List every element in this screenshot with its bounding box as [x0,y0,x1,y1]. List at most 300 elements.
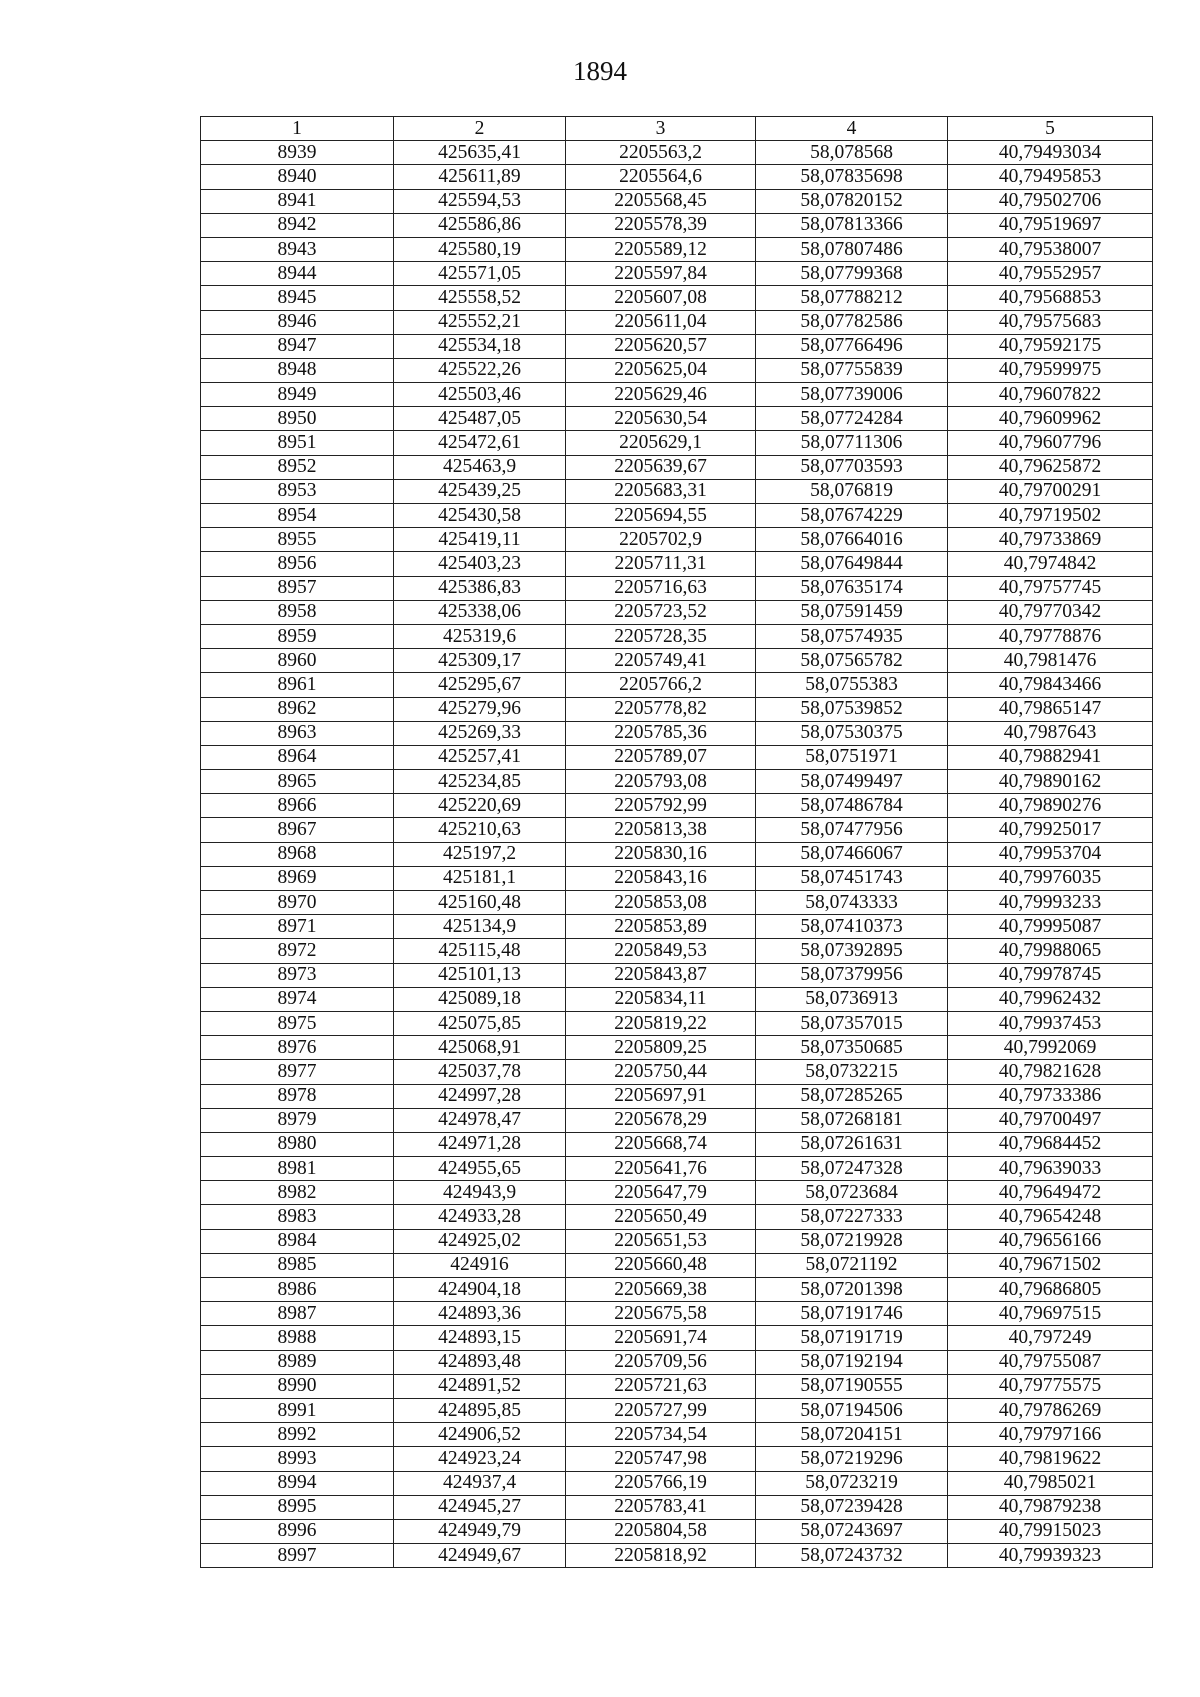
table-cell-col-2: 425037,78 [394,1060,566,1084]
table-row [201,1447,1153,1471]
table-cell-col-3: 2205750,44 [566,1060,756,1084]
table-cell-col-2: 425419,11 [394,528,566,552]
table-cell-col-2: 425571,05 [394,262,566,286]
table-cell-col-5: 40,79757745 [948,576,1153,600]
table-cell-col-3: 2205651,53 [566,1229,756,1253]
table-row [201,842,1153,866]
table-cell-col-1: 8973 [201,963,394,987]
header-cell-3: 3 [566,117,756,141]
table-cell-col-1: 8994 [201,1471,394,1495]
table-cell-col-4: 58,07466067 [756,842,948,866]
table-cell-col-2: 425134,9 [394,915,566,939]
table-cell-col-2: 424891,52 [394,1374,566,1398]
table-cell-col-2: 424904,18 [394,1278,566,1302]
table-cell-col-5: 40,79890162 [948,770,1153,794]
table-row [201,818,1153,842]
table-cell-col-5: 40,79939323 [948,1544,1153,1568]
table-cell-col-4: 58,07486784 [756,794,948,818]
table-cell-col-5: 40,79697515 [948,1302,1153,1326]
table-cell-col-3: 2205830,16 [566,842,756,866]
table-cell-col-3: 2205660,48 [566,1253,756,1277]
table-row [201,1544,1153,1568]
table-cell-col-1: 8959 [201,624,394,648]
table-cell-col-2: 424906,52 [394,1423,566,1447]
table-cell-col-4: 58,07766496 [756,334,948,358]
table-cell-col-3: 2205819,22 [566,1011,756,1035]
table-cell-col-5: 40,79719502 [948,504,1153,528]
table-cell-col-3: 2205734,54 [566,1423,756,1447]
table-cell-col-2: 424943,9 [394,1181,566,1205]
table-row [201,189,1153,213]
table-cell-col-4: 58,07477956 [756,818,948,842]
table-cell-col-1: 8989 [201,1350,394,1374]
table-cell-col-5: 40,79649472 [948,1181,1153,1205]
table-cell-col-3: 2205711,31 [566,552,756,576]
table-cell-col-3: 2205620,57 [566,334,756,358]
table-row [201,141,1153,165]
table-cell-col-2: 425552,21 [394,310,566,334]
table-cell-col-4: 58,07820152 [756,189,948,213]
table-cell-col-3: 2205702,9 [566,528,756,552]
table-cell-col-1: 8968 [201,842,394,866]
table-row [201,262,1153,286]
table-row [201,576,1153,600]
table-row [201,407,1153,431]
table-cell-col-2: 424895,85 [394,1398,566,1422]
table-cell-col-1: 8995 [201,1495,394,1519]
table-cell-col-3: 2205563,2 [566,141,756,165]
table-row [201,165,1153,189]
table-cell-col-3: 2205564,6 [566,165,756,189]
table-cell-col-5: 40,79993233 [948,891,1153,915]
table-cell-col-4: 58,07227333 [756,1205,948,1229]
table-row [201,770,1153,794]
table-cell-col-1: 8967 [201,818,394,842]
table-cell-col-5: 40,79988065 [948,939,1153,963]
table-cell-col-5: 40,79686805 [948,1278,1153,1302]
table-cell-col-1: 8953 [201,479,394,503]
table-cell-col-3: 2205669,38 [566,1278,756,1302]
table-cell-col-5: 40,7987643 [948,721,1153,745]
table-cell-col-1: 8948 [201,358,394,382]
table-cell-col-4: 58,0736913 [756,987,948,1011]
table-cell-col-1: 8966 [201,794,394,818]
table-cell-col-3: 2205723,52 [566,600,756,624]
table-row [201,479,1153,503]
table-cell-col-2: 424997,28 [394,1084,566,1108]
table-row [201,600,1153,624]
table-cell-col-2: 425197,2 [394,842,566,866]
table-cell-col-2: 425075,85 [394,1011,566,1035]
table-cell-col-5: 40,79495853 [948,165,1153,189]
table-cell-col-3: 2205641,76 [566,1157,756,1181]
table-cell-col-5: 40,79575683 [948,310,1153,334]
table-row [201,987,1153,1011]
table-cell-col-4: 58,0755383 [756,673,948,697]
table-cell-col-1: 8972 [201,939,394,963]
table-cell-col-4: 58,07357015 [756,1011,948,1035]
table-cell-col-5: 40,79599975 [948,358,1153,382]
table-cell-col-1: 8950 [201,407,394,431]
table-cell-col-1: 8978 [201,1084,394,1108]
table-cell-col-3: 2205678,29 [566,1108,756,1132]
table-cell-col-1: 8997 [201,1544,394,1568]
table-row [201,745,1153,769]
table-cell-col-3: 2205697,91 [566,1084,756,1108]
header-cell-1: 1 [201,117,394,141]
table-cell-col-4: 58,07350685 [756,1036,948,1060]
table-row [201,673,1153,697]
table-cell-col-3: 2205834,11 [566,987,756,1011]
table-row [201,358,1153,382]
table-cell-col-2: 425115,48 [394,939,566,963]
table-cell-col-5: 40,79538007 [948,237,1153,261]
table-cell-col-3: 2205849,53 [566,939,756,963]
table-cell-col-4: 58,07243697 [756,1519,948,1543]
table-row [201,1350,1153,1374]
table-cell-col-5: 40,797249 [948,1326,1153,1350]
table-cell-col-3: 2205727,99 [566,1398,756,1422]
table-cell-col-2: 424955,65 [394,1157,566,1181]
table-cell-col-5: 40,79607822 [948,383,1153,407]
table-cell-col-3: 2205728,35 [566,624,756,648]
table-cell-col-4: 58,07239428 [756,1495,948,1519]
table-row [201,1036,1153,1060]
table-row [201,1157,1153,1181]
table-cell-col-1: 8969 [201,866,394,890]
table-cell-col-2: 425586,86 [394,213,566,237]
table-cell-col-3: 2205625,04 [566,358,756,382]
table-cell-col-3: 2205818,92 [566,1544,756,1568]
table-cell-col-2: 425463,9 [394,455,566,479]
table-cell-col-4: 58,07755839 [756,358,948,382]
table-cell-col-4: 58,07807486 [756,237,948,261]
table-row [201,963,1153,987]
table-cell-col-2: 425558,52 [394,286,566,310]
table-cell-col-5: 40,79819622 [948,1447,1153,1471]
table-cell-col-2: 425338,06 [394,600,566,624]
table-cell-col-2: 425503,46 [394,383,566,407]
table-cell-col-2: 425439,25 [394,479,566,503]
table-cell-col-5: 40,79519697 [948,213,1153,237]
table-cell-col-2: 425210,63 [394,818,566,842]
table-cell-col-2: 425472,61 [394,431,566,455]
table-cell-col-2: 424937,4 [394,1471,566,1495]
table-cell-col-3: 2205578,39 [566,213,756,237]
table-row [201,1108,1153,1132]
table-cell-col-1: 8951 [201,431,394,455]
table-cell-col-4: 58,07565782 [756,649,948,673]
table-row [201,504,1153,528]
table-cell-col-5: 40,79700497 [948,1108,1153,1132]
table-cell-col-1: 8958 [201,600,394,624]
table-cell-col-2: 424949,79 [394,1519,566,1543]
page-number: 1894 [573,56,627,86]
table-cell-col-4: 58,0751971 [756,745,948,769]
table-cell-col-1: 8957 [201,576,394,600]
table-cell-col-3: 2205589,12 [566,237,756,261]
table-cell-col-4: 58,07499497 [756,770,948,794]
table-row [201,1229,1153,1253]
table-row [201,1205,1153,1229]
table-row [201,1132,1153,1156]
table-cell-col-5: 40,79937453 [948,1011,1153,1035]
table-cell-col-4: 58,07739006 [756,383,948,407]
table-cell-col-2: 425295,67 [394,673,566,697]
table-cell-col-5: 40,7981476 [948,649,1153,673]
table-cell-col-1: 8960 [201,649,394,673]
table-cell-col-3: 2205843,87 [566,963,756,987]
table-cell-col-1: 8987 [201,1302,394,1326]
table-cell-col-1: 8981 [201,1157,394,1181]
table-cell-col-3: 2205792,99 [566,794,756,818]
table-cell-col-1: 8983 [201,1205,394,1229]
table-cell-col-4: 58,07204151 [756,1423,948,1447]
table-cell-col-1: 8956 [201,552,394,576]
table-cell-col-1: 8962 [201,697,394,721]
table-cell-col-3: 2205783,41 [566,1495,756,1519]
table-cell-col-5: 40,79953704 [948,842,1153,866]
table-cell-col-2: 425319,6 [394,624,566,648]
table-cell-col-2: 424949,67 [394,1544,566,1568]
table-cell-col-4: 58,07410373 [756,915,948,939]
table-row [201,286,1153,310]
table-row [201,1495,1153,1519]
table-cell-col-3: 2205691,74 [566,1326,756,1350]
table-cell-col-2: 424978,47 [394,1108,566,1132]
table-row [201,649,1153,673]
table-cell-col-4: 58,07194506 [756,1398,948,1422]
table-cell-col-2: 425160,48 [394,891,566,915]
table-cell-col-4: 58,07451743 [756,866,948,890]
table-row [201,310,1153,334]
header-cell-2: 2 [394,117,566,141]
table-cell-col-3: 2205766,19 [566,1471,756,1495]
table-cell-col-4: 58,07813366 [756,213,948,237]
table-cell-col-4: 58,07635174 [756,576,948,600]
table-cell-col-5: 40,79778876 [948,624,1153,648]
table-cell-col-3: 2205683,31 [566,479,756,503]
table-cell-col-4: 58,07574935 [756,624,948,648]
table-cell-col-3: 2205793,08 [566,770,756,794]
table-cell-col-3: 2205721,63 [566,1374,756,1398]
table-cell-col-5: 40,79879238 [948,1495,1153,1519]
table-cell-col-1: 8965 [201,770,394,794]
table-cell-col-1: 8979 [201,1108,394,1132]
table-cell-col-5: 40,79882941 [948,745,1153,769]
table-cell-col-3: 2205647,79 [566,1181,756,1205]
table-cell-col-5: 40,79865147 [948,697,1153,721]
table-row [201,431,1153,455]
table-cell-col-5: 40,79607796 [948,431,1153,455]
table-cell-col-1: 8970 [201,891,394,915]
table-cell-col-1: 8975 [201,1011,394,1035]
table-row [201,237,1153,261]
table-row [201,1374,1153,1398]
table-cell-col-2: 424893,48 [394,1350,566,1374]
table-cell-col-5: 40,79770342 [948,600,1153,624]
table-cell-col-4: 58,0723684 [756,1181,948,1205]
table-cell-col-4: 58,07788212 [756,286,948,310]
table-cell-col-5: 40,79755087 [948,1350,1153,1374]
table-cell-col-5: 40,79493034 [948,141,1153,165]
table-row [201,1011,1153,1035]
table-row [201,1423,1153,1447]
table-cell-col-5: 40,79671502 [948,1253,1153,1277]
table-cell-col-5: 40,79700291 [948,479,1153,503]
table-cell-col-5: 40,79786269 [948,1398,1153,1422]
table-cell-col-4: 58,07539852 [756,697,948,721]
table-cell-col-3: 2205629,1 [566,431,756,455]
table-row [201,1519,1153,1543]
table-cell-col-1: 8944 [201,262,394,286]
table-row [201,891,1153,915]
table-cell-col-5: 40,79639033 [948,1157,1153,1181]
table-cell-col-5: 40,7974842 [948,552,1153,576]
table-cell-col-4: 58,07379956 [756,963,948,987]
table-cell-col-2: 425594,53 [394,189,566,213]
table-row [201,1326,1153,1350]
table-cell-col-4: 58,07219296 [756,1447,948,1471]
table-cell-col-2: 425068,91 [394,1036,566,1060]
table-cell-col-1: 8964 [201,745,394,769]
table-row [201,721,1153,745]
table-cell-col-5: 40,7992069 [948,1036,1153,1060]
table-cell-col-3: 2205675,58 [566,1302,756,1326]
table-cell-col-4: 58,07219928 [756,1229,948,1253]
table-cell-col-4: 58,078568 [756,141,948,165]
table-cell-col-1: 8992 [201,1423,394,1447]
table-cell-col-5: 40,79568853 [948,286,1153,310]
table-cell-col-5: 40,79625872 [948,455,1153,479]
table-cell-col-1: 8963 [201,721,394,745]
table-row [201,939,1153,963]
table-row [201,1253,1153,1277]
table-cell-col-2: 424971,28 [394,1132,566,1156]
table-cell-col-1: 8947 [201,334,394,358]
table-cell-col-2: 424893,36 [394,1302,566,1326]
table-row [201,1181,1153,1205]
table-cell-col-4: 58,07799368 [756,262,948,286]
table-cell-col-3: 2205853,08 [566,891,756,915]
table-cell-col-3: 2205611,04 [566,310,756,334]
table-cell-col-1: 8942 [201,213,394,237]
table-cell-col-1: 8980 [201,1132,394,1156]
table-cell-col-3: 2205813,38 [566,818,756,842]
table-cell-col-4: 58,076819 [756,479,948,503]
table-cell-col-2: 425534,18 [394,334,566,358]
table-cell-col-1: 8961 [201,673,394,697]
table-cell-col-2: 425580,19 [394,237,566,261]
table-cell-col-2: 425522,26 [394,358,566,382]
table-cell-col-2: 425430,58 [394,504,566,528]
table-cell-col-1: 8946 [201,310,394,334]
table-cell-col-1: 8941 [201,189,394,213]
table-cell-col-4: 58,07711306 [756,431,948,455]
table-cell-col-4: 58,07782586 [756,310,948,334]
table-cell-col-5: 40,79656166 [948,1229,1153,1253]
table-cell-col-3: 2205766,2 [566,673,756,697]
table-cell-col-2: 425234,85 [394,770,566,794]
table-cell-col-4: 58,0721192 [756,1253,948,1277]
table-cell-col-5: 40,79733869 [948,528,1153,552]
table-header [201,117,1153,141]
table-body [201,141,1153,1568]
table-cell-col-1: 8988 [201,1326,394,1350]
table-cell-col-4: 58,0743333 [756,891,948,915]
table-cell-col-4: 58,07243732 [756,1544,948,1568]
table-row [201,552,1153,576]
table-cell-col-2: 425635,41 [394,141,566,165]
table-cell-col-4: 58,07724284 [756,407,948,431]
table-cell-col-2: 425487,05 [394,407,566,431]
table-cell-col-2: 424923,24 [394,1447,566,1471]
table-cell-col-5: 40,79978745 [948,963,1153,987]
table-row [201,455,1153,479]
table-cell-col-5: 40,79609962 [948,407,1153,431]
table-cell-col-5: 40,79976035 [948,866,1153,890]
table-cell-col-1: 8982 [201,1181,394,1205]
header-row [201,117,1153,141]
table-cell-col-4: 58,07664016 [756,528,948,552]
table-row [201,213,1153,237]
table-cell-col-2: 425089,18 [394,987,566,1011]
table-cell-col-3: 2205747,98 [566,1447,756,1471]
table-cell-col-3: 2205639,67 [566,455,756,479]
table-cell-col-1: 8977 [201,1060,394,1084]
table-cell-col-1: 8986 [201,1278,394,1302]
table-cell-col-2: 424945,27 [394,1495,566,1519]
table-cell-col-4: 58,07591459 [756,600,948,624]
table-row [201,794,1153,818]
table-row [201,383,1153,407]
table-cell-col-2: 425309,17 [394,649,566,673]
table-row [201,334,1153,358]
table-cell-col-2: 425386,83 [394,576,566,600]
table-cell-col-5: 40,79995087 [948,915,1153,939]
table-cell-col-2: 425257,41 [394,745,566,769]
table-cell-col-1: 8985 [201,1253,394,1277]
table-cell-col-1: 8991 [201,1398,394,1422]
table-cell-col-4: 58,07261631 [756,1132,948,1156]
table-cell-col-4: 58,07190555 [756,1374,948,1398]
table-cell-col-4: 58,07674229 [756,504,948,528]
table-cell-col-1: 8939 [201,141,394,165]
table-cell-col-4: 58,07268181 [756,1108,948,1132]
table-cell-col-3: 2205785,36 [566,721,756,745]
table-cell-col-5: 40,79552957 [948,262,1153,286]
table-cell-col-1: 8976 [201,1036,394,1060]
table-cell-col-3: 2205716,63 [566,576,756,600]
table-cell-col-4: 58,07530375 [756,721,948,745]
table-cell-col-5: 40,79962432 [948,987,1153,1011]
table-cell-col-5: 40,79654248 [948,1205,1153,1229]
table-row [201,1084,1153,1108]
table-cell-col-3: 2205809,25 [566,1036,756,1060]
table-cell-col-2: 425611,89 [394,165,566,189]
table-cell-col-1: 8990 [201,1374,394,1398]
table-row [201,624,1153,648]
table-cell-col-4: 58,07649844 [756,552,948,576]
table-cell-col-3: 2205804,58 [566,1519,756,1543]
coordinates-table [200,116,1153,1568]
table-row [201,697,1153,721]
table-cell-col-1: 8955 [201,528,394,552]
table-cell-col-2: 425220,69 [394,794,566,818]
table-cell-col-1: 8971 [201,915,394,939]
table-cell-col-4: 58,07192194 [756,1350,948,1374]
table-cell-col-1: 8984 [201,1229,394,1253]
